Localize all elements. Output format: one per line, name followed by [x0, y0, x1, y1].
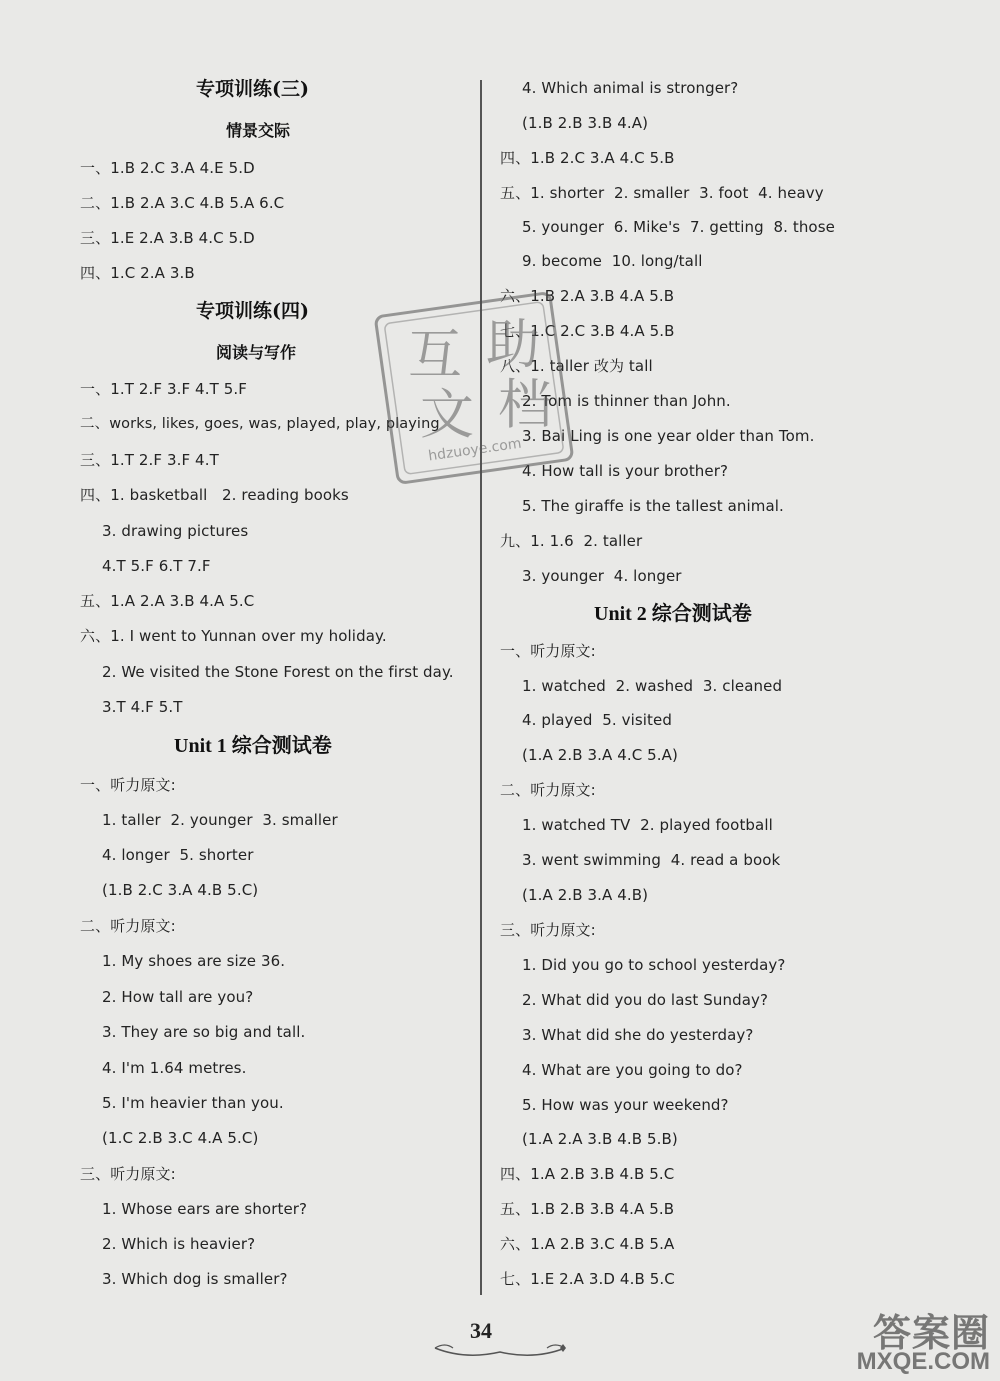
ornament-icon [425, 1338, 575, 1360]
answer-line: 1. Did you go to school yesterday? [522, 956, 786, 974]
answer-line: 3. drawing pictures [102, 522, 249, 540]
answer-line: (1.A 2.B 3.A 4.C 5.A) [522, 746, 678, 764]
answer-line: 9. become 10. long/tall [522, 252, 703, 270]
answer-line: 四、1.C 2.A 3.B [80, 264, 195, 282]
answer-line: 三、1.T 2.F 3.F 4.T [80, 451, 219, 469]
answer-line: 九、1. 1.6 2. taller [500, 532, 643, 550]
answer-line: 七、1.C 2.C 3.B 4.A 5.B [500, 322, 675, 340]
answer-line: 1. watched 2. washed 3. cleaned [522, 677, 783, 695]
unit1-title: Unit 1 综合测试卷 [174, 735, 332, 757]
answer-line: 4. What are you going to do? [522, 1061, 743, 1079]
answer-line: (1.B 2.C 3.A 4.B 5.C) [102, 881, 259, 899]
hdzuoye-stamp [368, 282, 580, 494]
answer-line: 四、1.A 2.B 3.B 4.B 5.C [500, 1165, 675, 1183]
section-title-3: 专项训练(三) [196, 78, 309, 100]
answer-line: 二、听力原文: [500, 781, 596, 799]
answer-line: 1. taller 2. younger 3. smaller [102, 811, 338, 829]
answer-line: 五、1.A 2.A 3.B 4.A 5.C [80, 592, 255, 610]
section-title-4: 专项训练(四) [196, 300, 309, 322]
stamp-url: hdzuoye.com [427, 435, 523, 465]
answer-line: 5. How was your weekend? [522, 1096, 729, 1114]
section-subtitle-3: 情景交际 [226, 121, 291, 140]
page-number: 34 [470, 1318, 492, 1343]
answer-line: 五、1. shorter 2. smaller 3. foot 4. heavy [500, 184, 824, 202]
mxqe-watermark [808, 1300, 998, 1380]
answer-line: 2. Which is heavier? [102, 1235, 256, 1253]
answer-line: (1.C 2.B 3.C 4.A 5.C) [102, 1129, 259, 1147]
answer-line: 一、1.T 2.F 3.F 4.T 5.F [80, 380, 247, 398]
section-subtitle-4: 阅读与写作 [216, 343, 297, 362]
answer-line: 3. Which dog is smaller? [102, 1270, 288, 1288]
stamp-char: 文 [420, 383, 474, 446]
answer-line: 一、听力原文: [500, 642, 596, 660]
watermark-chars: 答案圈 [872, 1311, 990, 1355]
answer-line: 1. Whose ears are shorter? [102, 1200, 308, 1218]
answer-line: 三、1.E 2.A 3.B 4.C 5.D [80, 229, 255, 247]
answer-line: 3. younger 4. longer [522, 567, 682, 585]
answer-line: 5. The giraffe is the tallest animal. [522, 497, 784, 515]
answer-line: 4. I'm 1.64 metres. [102, 1059, 247, 1077]
answer-line: 2. Tom is thinner than John. [522, 392, 731, 410]
answer-line: 一、1.B 2.C 3.A 4.E 5.D [80, 159, 255, 177]
stamp-char: 互 [408, 323, 462, 386]
answer-line: 四、1. basketball 2. reading books [80, 486, 349, 504]
answer-line: 二、1.B 2.A 3.C 4.B 5.A 6.C [80, 194, 285, 212]
answer-line: 3. They are so big and tall. [102, 1023, 306, 1041]
answer-line: 一、听力原文: [80, 776, 176, 794]
column-divider [480, 80, 482, 1295]
answer-line: 六、1. I went to Yunnan over my holiday. [80, 627, 387, 645]
answer-line: 1. My shoes are size 36. [102, 952, 286, 970]
answer-line: 七、1.E 2.A 3.D 4.B 5.C [500, 1270, 675, 1288]
answer-line: 3.T 4.F 5.T [102, 698, 183, 716]
stamp-char: 档 [498, 373, 552, 436]
answer-line: 4. longer 5. shorter [102, 846, 254, 864]
answer-line: 4. Which animal is stronger? [522, 79, 739, 97]
answer-line: 2. What did you do last Sunday? [522, 991, 769, 1009]
answer-line: (1.A 2.A 3.B 4.B 5.B) [522, 1130, 678, 1148]
answer-line: (1.A 2.B 3.A 4.B) [522, 886, 649, 904]
stamp-char: 助 [486, 313, 540, 376]
answer-line: 2. How tall are you? [102, 988, 254, 1006]
answer-line: 5. I'm heavier than you. [102, 1094, 284, 1112]
answer-line: 二、听力原文: [80, 917, 176, 935]
answer-line: 1. watched TV 2. played football [522, 816, 773, 834]
watermark-url: MXQE.COM [856, 1348, 990, 1375]
answer-line: 四、1.B 2.C 3.A 4.C 5.B [500, 149, 675, 167]
answer-line: 六、1.B 2.A 3.B 4.A 5.B [500, 287, 675, 305]
answer-line: 4. How tall is your brother? [522, 462, 729, 480]
answer-line: 4. played 5. visited [522, 711, 672, 729]
answer-line: 3. What did she do yesterday? [522, 1026, 754, 1044]
answer-line: 三、听力原文: [80, 1165, 176, 1183]
answer-line: 4.T 5.F 6.T 7.F [102, 557, 211, 575]
answer-line: (1.B 2.B 3.B 4.A) [522, 114, 649, 132]
answer-line: 五、1.B 2.B 3.B 4.A 5.B [500, 1200, 675, 1218]
answer-line: 六、1.A 2.B 3.C 4.B 5.A [500, 1235, 675, 1253]
unit2-title: Unit 2 综合测试卷 [594, 603, 752, 625]
answer-line: 2. We visited the Stone Forest on the first day. [102, 663, 454, 681]
answer-line: 3. Bai Ling is one year older than Tom. [522, 427, 815, 445]
answer-line: 3. went swimming 4. read a book [522, 851, 781, 869]
answer-line: 二、works, likes, goes, was, played, play, playing [80, 416, 440, 432]
answer-line: 5. younger 6. Mike's 7. getting 8. those [522, 218, 835, 236]
answer-line: 八、1. taller 改为 tall [500, 357, 653, 375]
answer-line: 三、听力原文: [500, 921, 596, 939]
